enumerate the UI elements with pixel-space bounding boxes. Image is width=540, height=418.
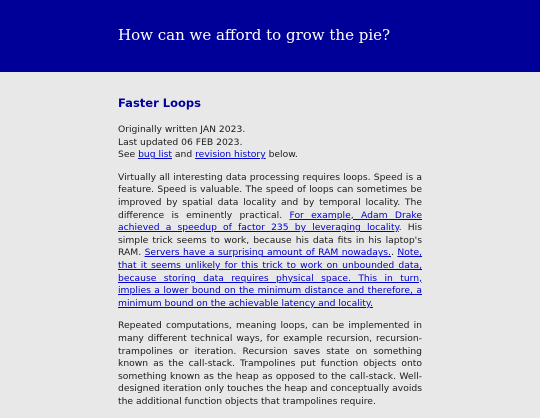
paragraph-1-text-3: .: [390, 247, 394, 259]
unbounded-data-note-link[interactable]: Note, that it seems unlikely for this trick to work on unbounded data, because storing data requires physical space. This in turn, implies a lower bound on the minimum distance and therefore, a minimum bound on the achievable latency and locality.: [118, 247, 423, 309]
revision-history-link[interactable]: revision history: [195, 149, 266, 161]
bug-list-link[interactable]: bug list: [138, 149, 172, 161]
see-line: [118, 149, 422, 162]
adam-drake-link[interactable]: For example, Adam Drake achieved a speedup of factor 235 by leveraging locality: [118, 209, 422, 234]
and-text: and: [174, 149, 193, 161]
paragraph-1-text-2: . His simple trick seems to work, because his data fits in his laptop's RAM.: [118, 222, 422, 259]
article-title: Faster Loops: [118, 96, 201, 110]
site-header: [0, 0, 540, 72]
paragraph-2: Repeated computations, meaning loops, can be implemented in many different technical ways, for example recursion, recursion-trampolines or iteration. Recursion saves state on something known as the call-stack. Trampolines put function objects onto something known as the heap as opposed to the call-stack. Well-designed iteration only touches the heap and conceptually avoids the additional function objects that trampolines require.: [118, 320, 422, 407]
article-meta: [118, 124, 422, 162]
article: [118, 96, 422, 418]
see-prefix: See: [118, 149, 136, 161]
paragraph-1-text-1: Virtually all interesting data processing requires loops. Speed is a feature. Speed is valuable. The speed of loops can sometimes be improved by spatial data locality and by temporal locality. The difference is eminently practical.: [118, 171, 422, 221]
updated-date: Last updated 06 FEB 2023.: [118, 136, 243, 148]
paragraph-1: [118, 172, 422, 311]
servers-ram-link[interactable]: Servers have a surprising amount of RAM nowadays.: [144, 247, 391, 259]
written-date: Originally written JAN 2023.: [118, 124, 246, 135]
site-title: How can we afford to grow the pie?: [118, 26, 391, 44]
see-suffix: below.: [268, 149, 298, 161]
